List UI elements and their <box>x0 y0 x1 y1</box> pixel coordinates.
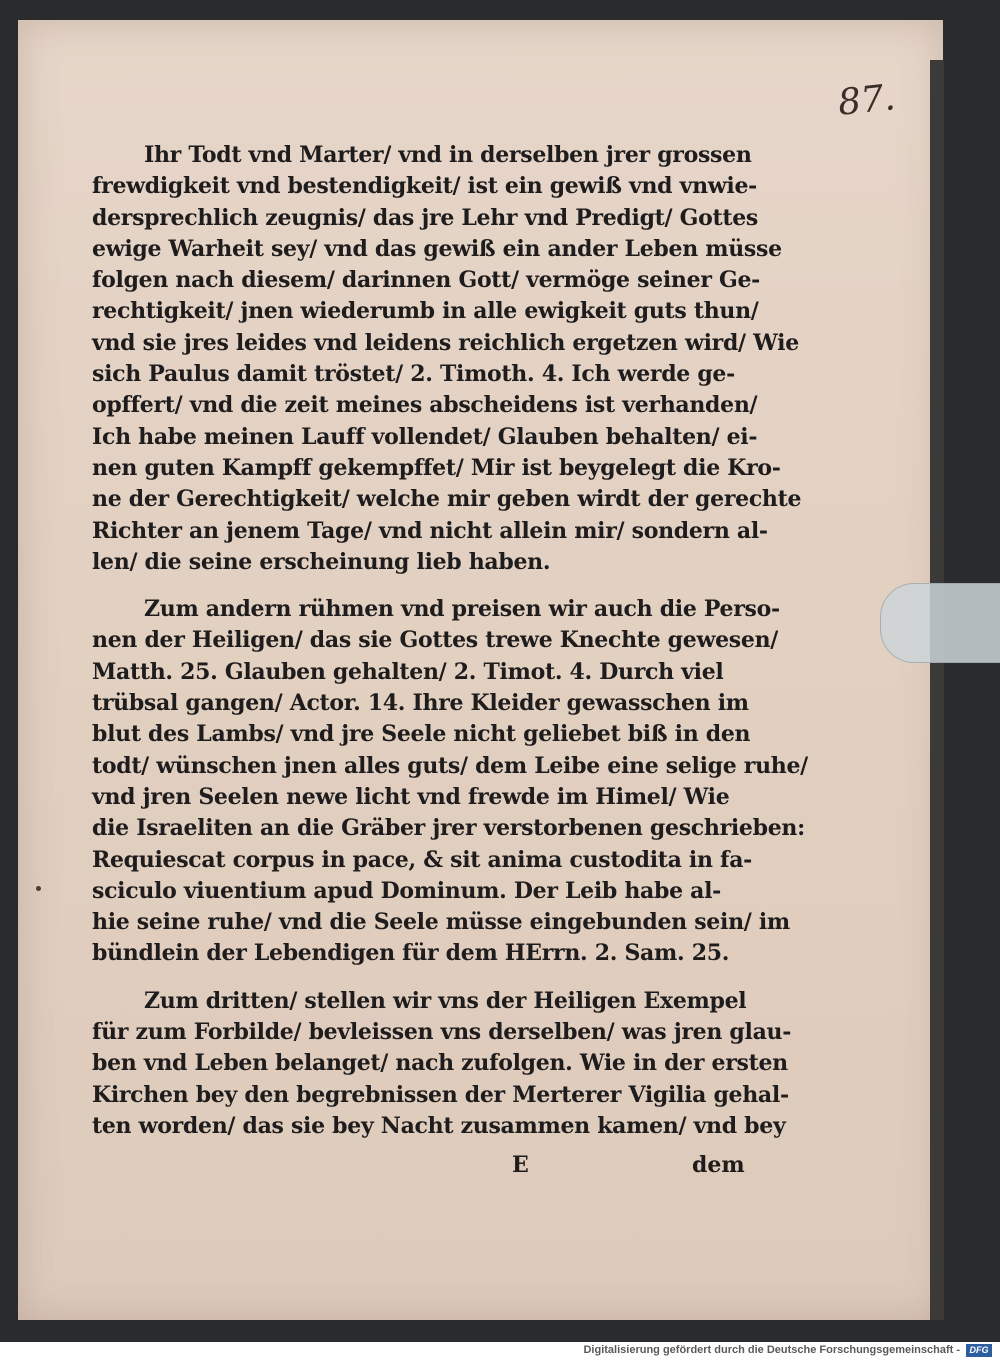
paragraph-3 <box>92 986 792 1142</box>
page-clip <box>880 583 1000 663</box>
text-line: trübsal gangen/ Actor. 14. Ihre Kleider gewasschen im <box>92 690 749 717</box>
page-edge <box>930 60 944 1320</box>
text-line: Richter an jenem Tage/ vnd nicht allein mir/ sondern al- <box>92 517 768 544</box>
footer-credit: Digitalisierung gefördert durch die Deutsche Forschungsgemeinschaft - <box>583 1344 960 1356</box>
text-line: nen der Heiligen/ das sie Gottes trewe Knechte gewesen/ <box>92 627 779 654</box>
text-line: folgen nach diesem/ darinnen Gott/ vermöge seiner Ge- <box>92 267 760 294</box>
text-line: sciculo viuentium apud Dominum. Der Leib habe al- <box>92 877 721 904</box>
text-line: Ihr Todt vnd Marter/ vnd in derselben jrer grossen <box>144 142 752 168</box>
signature-mark: E <box>512 1152 529 1178</box>
text-line: Kirchen bey den begrebnissen der Merterer Vigilia gehal- <box>92 1081 789 1108</box>
text-line: rechtigkeit/ jnen wiederumb in alle ewigkeit guts thun/ <box>92 298 759 325</box>
paragraph-2 <box>92 594 808 970</box>
text-line: vnd sie jres leides vnd leidens reichlich ergetzen wird/ Wie <box>92 329 799 356</box>
text-line: sich Paulus damit tröstet/ 2. Timoth. 4. Ich werde ge- <box>92 361 735 388</box>
text-line: vnd jren Seelen newe licht vnd frewde im Himel/ Wie <box>92 783 730 810</box>
margin-mark <box>36 886 41 891</box>
text-line: hie seine ruhe/ vnd die Seele müsse eingebunden sein/ im <box>92 909 790 936</box>
folio-number: 87. <box>836 77 898 124</box>
text-line: Matth. 25. Glauben gehalten/ 2. Timot. 4. Durch viel <box>92 658 724 685</box>
text-line: todt/ wünschen jnen alles guts/ dem Leibe eine selige ruhe/ <box>92 752 808 779</box>
catchword-line <box>92 1152 772 1184</box>
text-line: blut des Lambs/ vnd jre Seele nicht geliebet biß in den <box>92 721 751 748</box>
text-block <box>92 140 808 1142</box>
paragraph-1 <box>92 140 802 578</box>
text-line: ben vnd Leben belanget/ nach zufolgen. Wie in der ersten <box>92 1050 788 1077</box>
text-line: Ich habe meinen Lauff vollendet/ Glauben behalten/ ei- <box>92 423 758 450</box>
text-line: ne der Gerechtigkeit/ welche mir geben wirdt der gerechte <box>92 486 802 513</box>
text-line: ten worden/ das sie bey Nacht zusammen kamen/ vnd bey <box>92 1112 786 1139</box>
catchword: dem <box>692 1152 745 1178</box>
text-line: für zum Forbilde/ bevleissen vns derselben/ was jren glau- <box>92 1019 792 1046</box>
footer-bar <box>0 1342 1000 1360</box>
text-line: len/ die seine erscheinung lieb haben. <box>92 548 551 575</box>
text-line: Zum dritten/ stellen wir vns der Heiligen Exempel <box>144 987 747 1014</box>
text-line: opffert/ vnd die zeit meines abscheidens ist verhanden/ <box>92 392 758 419</box>
text-line: Requiescat corpus in pace, & sit anima custodita in fa- <box>92 846 752 873</box>
text-line: frewdigkeit vnd bestendigkeit/ ist ein gewiß vnd vnwie- <box>92 173 757 200</box>
dfg-logo-icon: DFG <box>966 1344 992 1357</box>
text-line: dersprechlich zeugnis/ das jre Lehr vnd Predigt/ Gottes <box>92 204 758 231</box>
text-line: bündlein der Lebendigen für dem HErrn. 2. Sam. 25. <box>92 940 730 967</box>
text-line: nen guten Kampff gekempffet/ Mir ist beygelegt die Kro- <box>92 454 781 481</box>
text-line: ewige Warheit sey/ vnd das gewiß ein ander Leben müsse <box>92 235 782 262</box>
text-line: die Israeliten an die Gräber jrer verstorbenen geschrieben: <box>92 815 805 842</box>
text-line: Zum andern rühmen vnd preisen wir auch die Perso- <box>144 596 780 623</box>
